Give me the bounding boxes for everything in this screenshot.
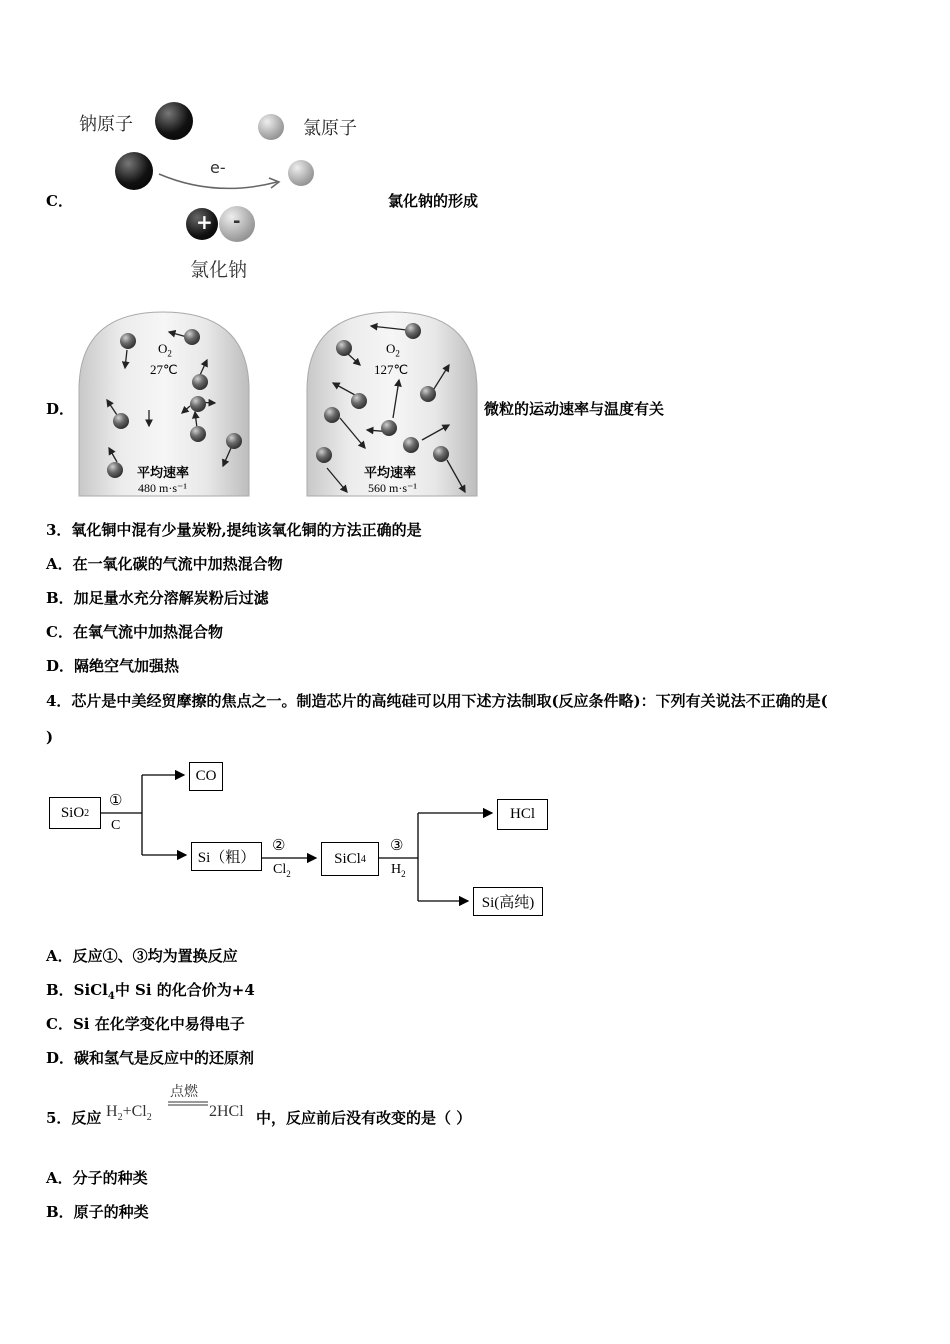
h2-sub: 2 [401,868,406,879]
q5-option-b: B．原子的种类 [46,1203,149,1221]
step3-reagent [391,862,406,879]
h2-text: H [391,862,402,877]
step1-mark: ① [109,793,123,809]
q4-option-b-sub: 4 [107,991,115,1002]
q5-h2-sub: 2 [117,1112,123,1124]
sodium-atom-label: 钠原子 [79,114,133,135]
q5-h2: H [106,1103,118,1120]
sicl4-box [321,842,379,876]
left-gas-symbol: O [158,341,168,356]
q5-option-a: A．分子的种类 [46,1169,148,1187]
q5-prefix: 5．反应 [46,1109,102,1127]
step3-mark: ③ [390,838,404,854]
cl2-sub: 2 [286,868,291,879]
q5-condition: 点燃 [170,1084,198,1100]
q4-option-b-prefix: B．SiCl [46,981,108,999]
sio2-text: SiO [60,804,85,821]
electron-transfer-arrow [155,162,285,192]
q4-option-c: C．Si 在化学变化中易得电子 [46,1015,245,1033]
left-flask-speed-value: 480 m·s⁻¹ [138,481,187,495]
right-flask-speed-value: 560 m·s⁻¹ [368,481,417,495]
q3-stem: 3．氧化铜中混有少量炭粉,提纯该氧化铜的方法正确的是 [46,521,422,539]
si-pure-box: Si(高纯) [473,887,543,916]
q4-option-d: D．碳和氢气是反应中的还原剂 [46,1049,255,1067]
q4-option-b [46,979,255,1002]
sicl4-text: SiCl [334,850,361,867]
sodium-atom-ball [155,102,193,140]
sio2-box [49,797,101,829]
q5-stem [46,1081,606,1131]
product-label: 氯化钠 [190,259,248,281]
q3-option-c: C．在氧气流中加热混合物 [46,623,223,641]
left-gas-sub: 2 [167,348,172,359]
q5-equals-sign [168,1100,208,1110]
sodium-atom-ball-2 [115,152,153,190]
chlorine-atom-ball-2 [288,160,314,186]
right-flask-gas [386,341,400,359]
right-flask-temperature: 127℃ [374,362,409,377]
q4-option-b-suffix: 中 Si 的化合价为+4 [114,981,255,999]
co-box: CO [189,762,223,791]
q3-option-b: B．加足量水充分溶解炭粉后过滤 [46,589,269,607]
q5-plus-cl: +Cl [122,1103,147,1120]
chlorine-atom-label: 氯原子 [303,118,357,139]
nacl-formation-diagram [75,100,375,285]
hcl-box: HCl [497,799,548,830]
cl2-text: Cl [273,862,287,877]
step2-mark: ② [272,838,286,854]
plus-sign: + [196,210,213,234]
left-flask-gas [158,341,172,359]
option-d-letter: D． [46,400,75,418]
q5-suffix: 中，反应前后没有改变的是（ ） [256,1109,472,1127]
option-d-caption: 微粒的运动速率与温度有关 [484,400,665,418]
right-flask-speed-label: 平均速率 [364,466,417,481]
q5-equation-left [106,1103,152,1123]
sicl4-sub: 4 [360,853,366,865]
left-flask-speed-label: 平均速率 [137,466,190,481]
q4-option-a: A．反应①、③均为置换反应 [46,947,238,965]
q4-stem-line2: ) [46,728,54,746]
option-c-letter: C． [46,192,73,210]
q3-option-a: A．在一氧化碳的气流中加热混合物 [46,555,283,573]
right-gas-sub: 2 [395,348,400,359]
sio2-sub: 2 [84,807,90,819]
chlorine-atom-ball [258,114,284,140]
step2-reagent [273,862,291,879]
left-flask-temperature: 27℃ [150,362,178,377]
q5-product: 2HCl [209,1103,244,1120]
q3-option-d: D．隔绝空气加强热 [46,657,180,675]
right-gas-symbol: O [386,341,396,356]
q4-stem-line1: 4．芯片是中美经贸摩擦的焦点之一。制造芯片的高纯硅可以用下述方法制取(反应条件略)：下列有关说法不正确的是( [46,692,828,710]
option-c-caption: 氯化钠的形成 [388,192,479,210]
minus-sign: - [233,211,241,232]
step1-reagent: C [111,818,121,833]
electron-label: e- [210,158,226,177]
si-crude-box: Si（粗） [191,842,262,871]
q5-cl2-sub: 2 [146,1112,152,1124]
